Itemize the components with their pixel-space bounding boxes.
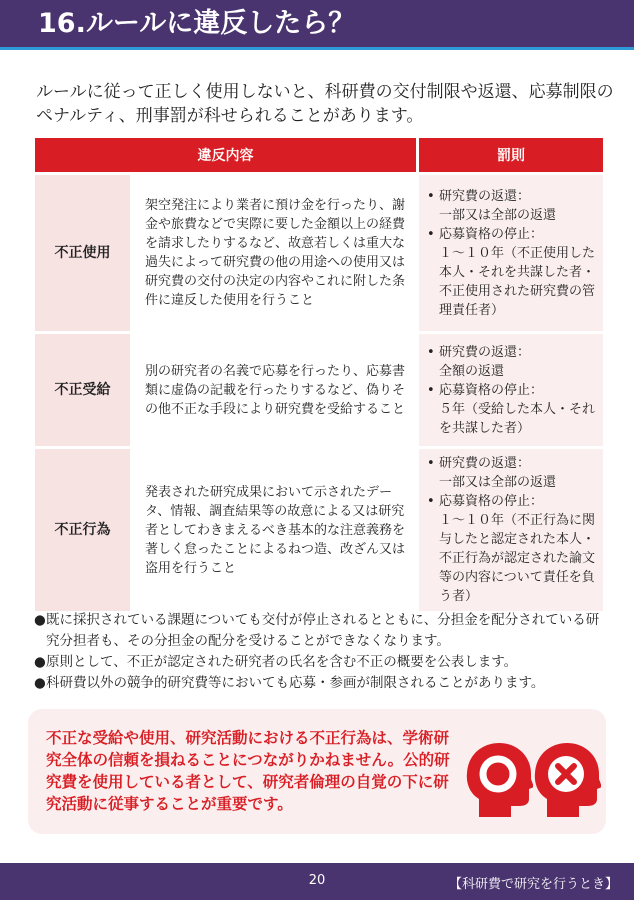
bullet-icon: • [427,188,435,204]
violation-category: 不正使用 [35,175,130,331]
bullet-icon: ● [34,612,46,628]
penalty-detail: ５年（受給した本人・それを共謀した者） [439,401,596,436]
penalty-detail: 一部又は全部の返還 [439,475,557,490]
violation-category: 不正受給 [35,334,130,446]
head-circle-icon [465,741,533,817]
notes-list [34,610,604,694]
penalty-label: 応募資格の停止： [439,494,544,509]
bullet-icon: • [427,344,435,360]
violation-table [32,135,606,614]
penalty-label: 研究費の返還： [439,344,531,360]
penalty-cell [419,334,603,446]
bullet-icon: • [427,226,435,242]
penalty-detail: １～１０年（不正行為に関与したと認定された本人・不正行為が認定された論文等の内容について責任を負う者） [439,513,596,604]
penalty-label: 応募資格の停止： [439,382,544,398]
bullet-icon: • [427,382,435,398]
penalty-item [427,225,597,244]
callout-text: 不正な受給や使用、研究活動における不正行為は、学術研究全体の信頼を損ねることにつながりかねません。公的研究費を使用している者として、研究者倫理の自覚の下に研究活動に従事することが重要です。 [46,729,450,813]
bullet-icon: • [427,456,435,471]
note-text: 原則として、不正が認定された研究者の氏名を含む不正の概要を公表します。 [46,654,518,670]
violation-category: 不正行為 [35,449,130,611]
list-item [34,652,604,673]
table-row [35,334,603,446]
violation-description: 架空発注により業者に預け金を行ったり、謝金や旅費などで実際に要した金額以上の経費を請求したりするなど、故意若しくは重大な過失によって研究費の他の用途への使用又は研究費の交付の決定の内容やこれに附した条件に違反した使用を行うこと [133,175,416,331]
violation-description: 別の研究者の名義で応募を行ったり、応募書類に虚偽の記載を行ったりするなど、偽りその他不正な手段により研究費を受給すること [133,334,416,446]
bullet-icon: ● [34,654,46,670]
violation-description: 発表された研究成果において示されたデータ、情報、調査結果等の故意による又は研究者としてわきまえるべき基本的な注意義務を著しく怠ったことによるねつ造、改ざん又は盗用を行うこと [133,449,416,611]
page-footer [0,863,634,900]
penalty-label: 研究費の返還： [439,188,531,204]
warning-callout [28,709,606,834]
head-cross-icon [533,741,601,817]
penalty-label: 応募資格の停止： [439,226,544,242]
bullet-icon: • [427,494,435,509]
penalty-detail: １～１０年（不正使用した本人・それを共謀した者・不正使用された研究費の管理責任者） [439,245,596,318]
penalty-item [427,454,597,473]
column-header-penalty: 罰則 [419,138,603,172]
table-row [35,449,603,611]
penalty-cell [419,175,603,331]
intro-text: ルールに従って正しく使用しないと、科研費の交付制限や返還、応募制限のペナルティ、刑事罰が科せられることがあります。 [36,82,614,126]
penalty-item [427,187,597,206]
note-text: 科研費以外の競争的研究費等においても応募・参画が制限されることがあります。 [46,675,545,691]
column-header-violation: 違反内容 [35,138,416,172]
penalty-detail: 一部又は全部の返還 [439,207,557,223]
penalty-item [427,381,597,400]
page-title: 16.ルールに違反したら？ [38,8,356,39]
penalty-label: 研究費の返還： [439,456,531,471]
list-item [34,673,604,694]
note-text: 既に採択されている課題についても交付が停止されるとともに、分担金を配分されている研究分担者も、その分担金の配分を受けることができなくなります。 [46,612,600,649]
penalty-cell [419,449,603,611]
page-header [0,0,634,50]
list-item [34,610,604,652]
footer-label: 【科研費で研究を行うとき】 [448,877,618,892]
table-header-row [35,138,603,172]
penalty-item [427,343,597,362]
page-number: 20 [308,873,326,888]
bullet-icon: ● [34,675,46,691]
table-row [35,175,603,331]
penalty-detail: 全額の返還 [439,363,505,379]
penalty-item [427,492,597,511]
